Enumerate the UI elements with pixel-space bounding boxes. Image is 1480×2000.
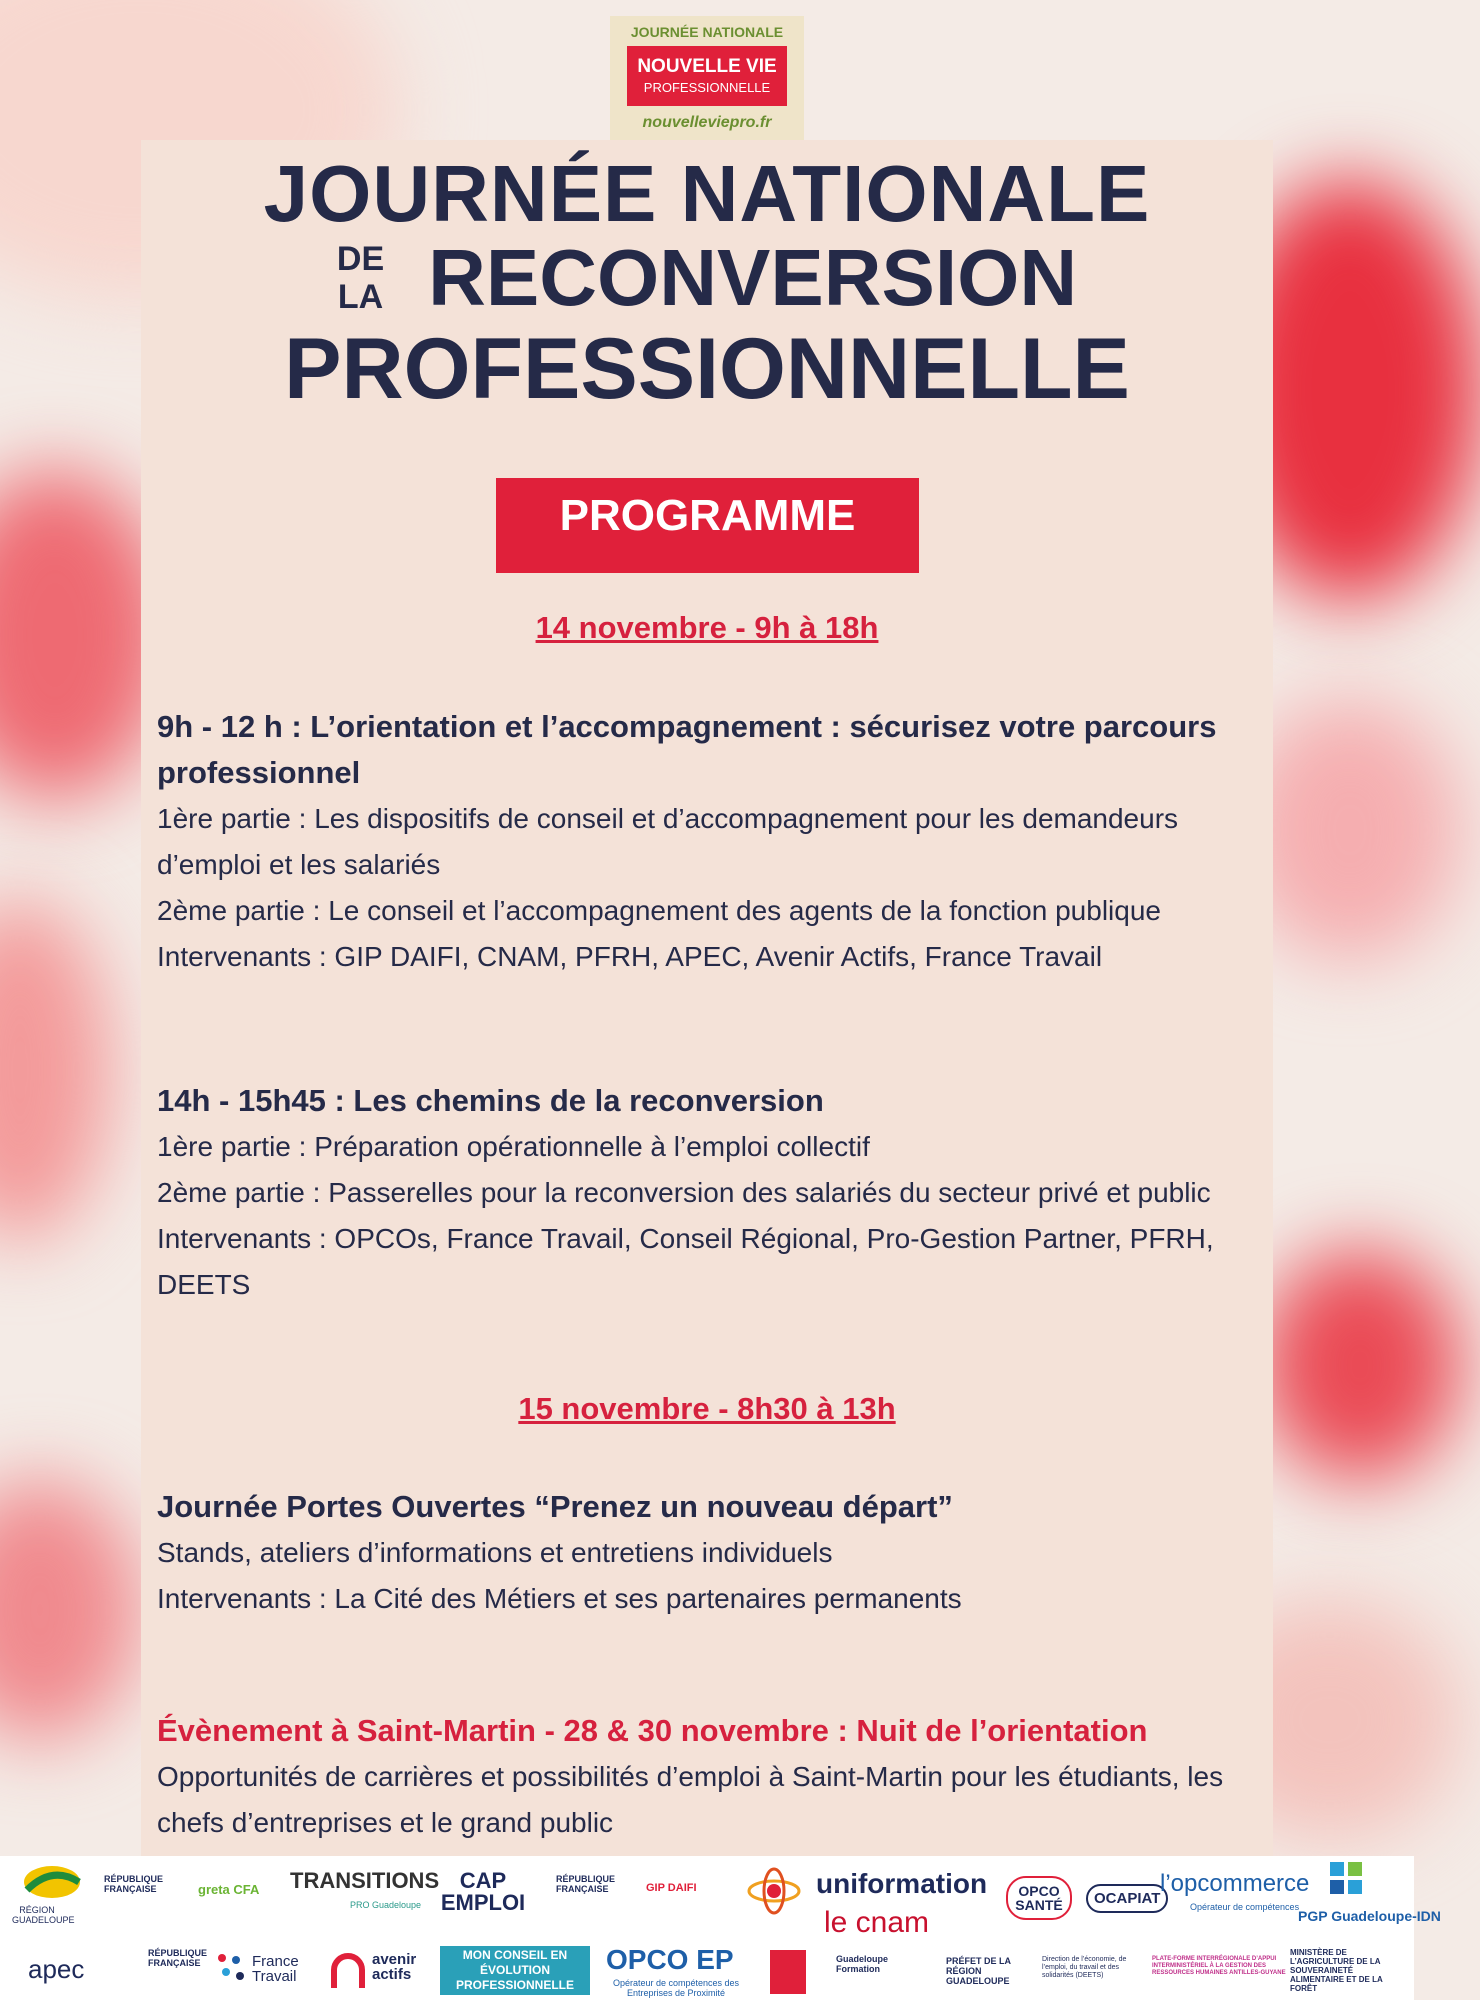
avenir-symbol: [328, 1952, 368, 1997]
transitions-logo: TRANSITIONS: [290, 1868, 440, 1893]
title-reconversion: RECONVERSION: [428, 233, 1078, 322]
logo-url: nouvelleviepro.fr: [642, 114, 772, 131]
saint-martin-block: [157, 1708, 1247, 1846]
cite-metiers-logo: [770, 1950, 806, 1994]
region-label: RÉGION GUADELOUPE: [12, 1905, 75, 1925]
title-la: LA: [337, 277, 384, 316]
cnam-logo: le cnam: [824, 1906, 930, 1939]
uniformation-logo: uniformation: [816, 1868, 988, 1899]
session2-block: [157, 1078, 1247, 1308]
greta-logo: greta CFA: [198, 1882, 260, 1897]
day2-heading: Journée Portes Ouvertes “Prenez un nouveau départ”: [157, 1489, 953, 1524]
france-travail-logo: France Travail: [252, 1953, 299, 1985]
session2-part1: 1ère partie : Préparation opérationnelle à l’emploi collectif: [157, 1131, 870, 1162]
mon-conseil-logo: MON CONSEIL EN ÉVOLUTION PROFESSIONNELLE: [440, 1946, 590, 1995]
programme-badge: PROGRAMME: [496, 478, 919, 573]
saint-martin-heading: Évènement à Saint-Martin - 28 & 30 novembre : Nuit de l’orientation: [157, 1713, 1148, 1748]
day2-speakers: Intervenants : La Cité des Métiers et ses partenaires permanents: [157, 1583, 962, 1614]
france-travail-symbol: [214, 1950, 248, 1991]
day2-date: 15 novembre - 8h30 à 13h: [518, 1391, 896, 1426]
session1-part1: 1ère partie : Les dispositifs de conseil et d’accompagnement pour les demandeurs d’emploi et les salariés: [157, 803, 1179, 880]
logo-line3: PROFESSIONNELLE: [643, 80, 771, 95]
gip-daifi-logo: GIP DAIFI: [646, 1882, 697, 1894]
nouvelle-vie-pro-logo: [610, 16, 804, 140]
title-line1: JOURNÉE NATIONALE: [263, 149, 1151, 238]
pfrh-logo: PLATE-FORME INTERRÉGIONALE D’APPUI INTERMINISTÉRIEL À LA GESTION DES RESSOURCES HUMAINES ANTILLES-GUYANE: [1152, 1956, 1286, 1976]
session1-heading: 9h - 12 h : L’orientation et l’accompagnement : sécurisez votre parcours professionnel: [157, 709, 1217, 790]
day2-line1: Stands, ateliers d’informations et entretiens individuels: [157, 1537, 833, 1568]
region-guadeloupe-icon: [17, 1860, 87, 1900]
title-line2: [141, 232, 1273, 324]
rf-logo-3: RÉPUBLIQUE FRANÇAISE: [148, 1948, 208, 1968]
logo-line1: JOURNÉE NATIONALE: [630, 24, 784, 40]
session1-part2: 2ème partie : Le conseil et l’accompagnement des agents de la fonction publique: [157, 895, 1161, 926]
session1-block: [157, 704, 1247, 980]
cap-emploi-logo: CAP EMPLOI: [440, 1868, 526, 1915]
logo-line2: NOUVELLE VIE: [637, 56, 777, 77]
session2-speakers: Intervenants : OPCOs, France Travail, Conseil Régional, Pro-Gestion Partner, PFRH, DEETS: [157, 1223, 1214, 1300]
deets-logo: Direction de l’économie, de l’emploi, du travail et des solidarités (DEETS): [1042, 1956, 1127, 1979]
opco-ep-subtitle: Opérateur de compétences des Entreprises de Proximité: [612, 1978, 740, 1998]
opcommerce-subtitle: Opérateur de compétences: [1190, 1902, 1300, 1912]
uniformation-symbol: [746, 1866, 802, 1921]
apec-logo: apec: [28, 1954, 85, 1984]
session1-speakers: Intervenants : GIP DAIFI, CNAM, PFRH, APEC, Avenir Actifs, France Travail: [157, 941, 1103, 972]
rf-logo-1: RÉPUBLIQUE FRANÇAISE: [104, 1874, 164, 1894]
ocapiat-logo: OCAPIAT: [1086, 1884, 1168, 1913]
partner-logos: [0, 1856, 1441, 2000]
day1-date: 14 novembre - 9h à 18h: [535, 610, 879, 645]
opcommerce-logo: l’opcommerce: [1160, 1870, 1310, 1897]
title-line3: PROFESSIONNELLE: [284, 321, 1130, 417]
prefet-logo: PRÉFET DE LA RÉGION GUADELOUPE: [946, 1956, 1011, 1986]
day2-block: [157, 1484, 1247, 1622]
avenir-actifs-logo: avenir actifs: [372, 1951, 417, 1983]
logo-badge: [627, 46, 787, 106]
guadeloupe-formation-logo: Guadeloupe Formation: [836, 1954, 889, 1974]
ministere-agriculture-logo: MINISTÈRE DE L’AGRICULTURE DE LA SOUVERAINETÉ ALIMENTAIRE ET DE LA FORÊT: [1290, 1948, 1383, 1993]
dots-icon: [214, 1950, 248, 1986]
pgp-logo: PGP Guadeloupe-IDN: [1298, 1908, 1441, 1924]
opco-ep-logo: OPCO EP: [606, 1944, 734, 1975]
title-de: DE: [336, 239, 385, 278]
rf-logo-2: RÉPUBLIQUE FRANÇAISE: [556, 1874, 616, 1894]
session2-part2: 2ème partie : Passerelles pour la reconversion des salariés du secteur privé et public: [157, 1177, 1211, 1208]
region-guadeloupe-logo: [12, 1860, 92, 1925]
opco-sante-logo: OPCO SANTÉ: [1006, 1876, 1072, 1920]
saint-martin-text: Opportunités de carrières et possibilités d’emploi à Saint-Martin pour les étudiants, les chefs d’entreprises et le grand public: [157, 1761, 1224, 1838]
title-de-la: [337, 240, 384, 316]
arch-icon: [328, 1952, 368, 1992]
pgp-icon: [1326, 1858, 1380, 1902]
atom-icon: [746, 1866, 802, 1916]
pgp-symbol: [1326, 1858, 1380, 1907]
session2-heading: 14h - 15h45 : Les chemins de la reconversion: [157, 1083, 824, 1118]
transitions-pro-label: PRO Guadeloupe: [350, 1900, 422, 1910]
